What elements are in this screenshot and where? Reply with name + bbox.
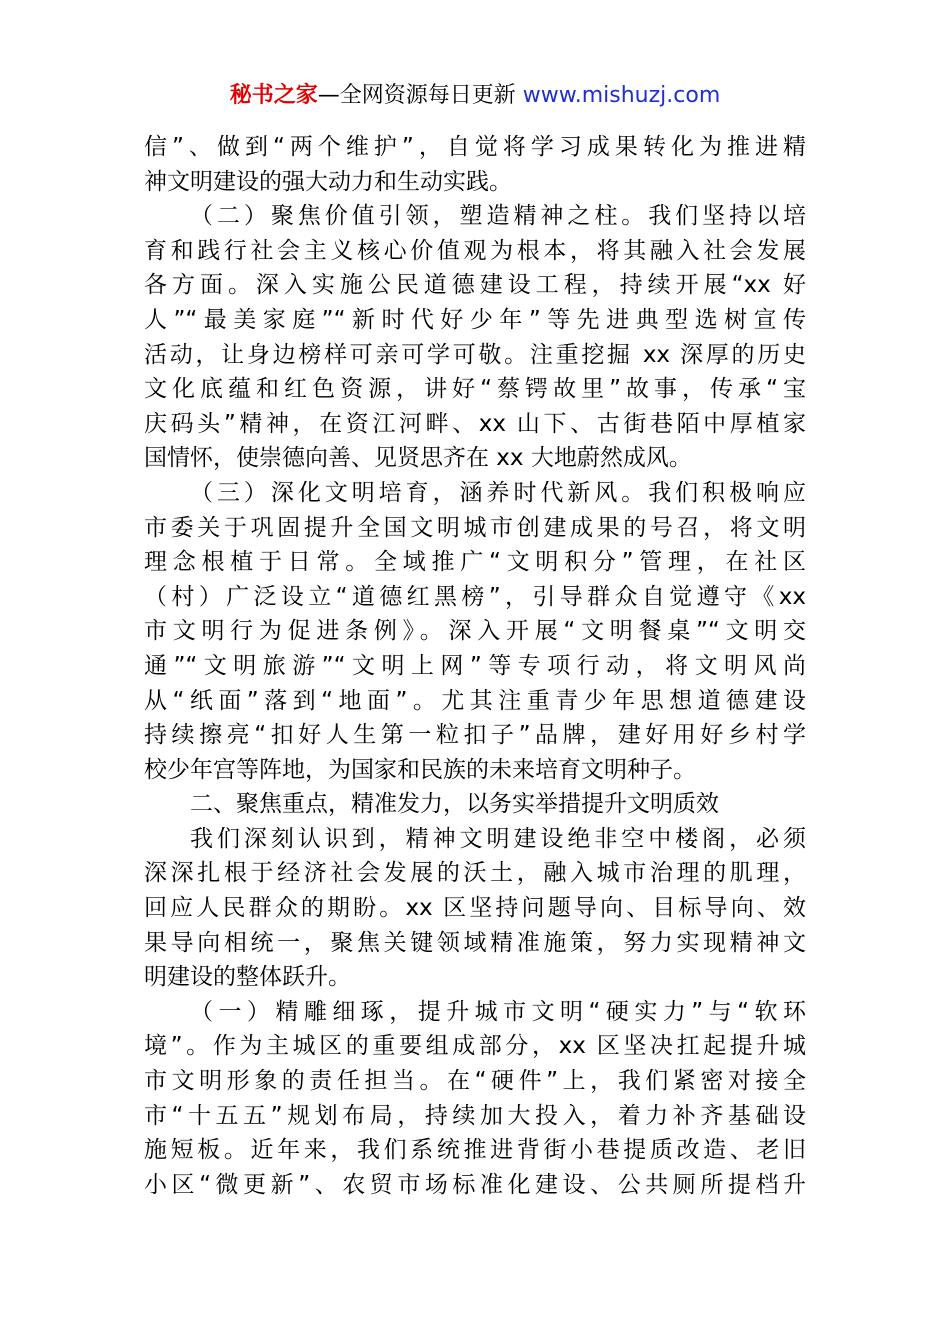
text-line: 明建设的整体跃升。 (144, 964, 351, 991)
text-line: 市文明形象的责任担当。在“硬件”上，我们紧密对接全 (144, 1068, 806, 1095)
text-line: 市文明行为促进条例》。深入开展“文明餐桌”“文明交 (144, 618, 806, 645)
text-line: （三）深化文明培育，涵养时代新风。我们积极响应 (190, 479, 806, 506)
text-line: 施短板。近年来，我们系统推进背街小巷提质改造、老旧 (144, 1137, 806, 1164)
text-line: 我们深刻认识到，精神文明建设绝非空中楼阁，必须 (190, 825, 806, 852)
text-line: 各方面。深入实施公民道德建设工程，持续开展“xx 好 (144, 272, 806, 299)
text-line: 活动，让身边榜样可亲可学可敬。注重挖掘 xx 深厚的历史 (144, 341, 806, 368)
text-line: 小区“微更新”、农贸市场标准化建设、公共厕所提档升 (144, 1171, 806, 1198)
page-header (0, 80, 950, 112)
brand-name: 秘书之家 (229, 83, 318, 108)
text-line: （一）精雕细琢，提升城市文明“硬实力”与“软环 (190, 998, 806, 1025)
text-line: 回应人民群众的期盼。xx 区坚持问题导向、目标导向、效 (144, 895, 806, 922)
text-line: 市委关于巩固提升全国文明城市创建成果的号召，将文明 (144, 514, 806, 541)
text-line: 国情怀，使崇德向善、见贤思齐在 xx 大地蔚然成风。 (144, 445, 692, 472)
text-line: 信”、做到“两个维护”，自觉将学习成果转化为推进精 (144, 134, 806, 160)
text-line: 人”“最美家庭”“新时代好少年”等先进典型选树宣传 (144, 306, 806, 333)
site-url-link[interactable]: www.mishuzj.com (522, 83, 721, 108)
text-line: 从“纸面”落到“地面”。尤其注重青少年思想道德建设 (144, 687, 806, 714)
section-heading: 二、聚焦重点，精准发力，以务实举措提升文明质效 (190, 791, 719, 818)
text-line: 持续擦亮“扣好人生第一粒扣子”品牌，建好用好乡村学 (144, 722, 806, 749)
text-line: 理念根植于日常。全域推广“文明积分”管理，在社区 (144, 549, 806, 576)
text-line: 深深扎根于经济社会发展的沃土，融入城市治理的肌理， (144, 860, 806, 887)
text-line: （二）聚焦价值引领，塑造精神之柱。我们坚持以培 (190, 203, 806, 230)
document-body (144, 130, 806, 1202)
text-line: 文化底蕴和红色资源，讲好“蔡锷故里”故事，传承“宝 (144, 376, 806, 403)
text-line: 校少年宫等阵地，为国家和民族的未来培育文明种子。 (144, 756, 696, 783)
text-line: 神文明建设的强大动力和生动实践。 (144, 168, 512, 195)
text-line: 育和践行社会主义核心价值观为根本，将其融入社会发展 (144, 237, 806, 264)
text-line: 庆码头”精神，在资江河畔、xx 山下、古街巷陌中厚植家 (144, 410, 806, 437)
text-line: 果导向相统一，聚焦关键领域精准施策，努力实现精神文 (144, 929, 806, 956)
text-line: 市“十五五”规划布局，持续加大投入，着力补齐基础设 (144, 1102, 806, 1129)
text-line: 境”。作为主城区的重要组成部分，xx 区坚决扛起提升城 (144, 1033, 806, 1060)
text-line: （村）广泛设立“道德红黑榜”，引导群众自觉遵守《xx (144, 583, 806, 610)
text-line: 通”“文明旅游”“文明上网”等专项行动，将文明风尚 (144, 652, 806, 679)
header-tagline: —全网资源每日更新 (317, 83, 523, 108)
